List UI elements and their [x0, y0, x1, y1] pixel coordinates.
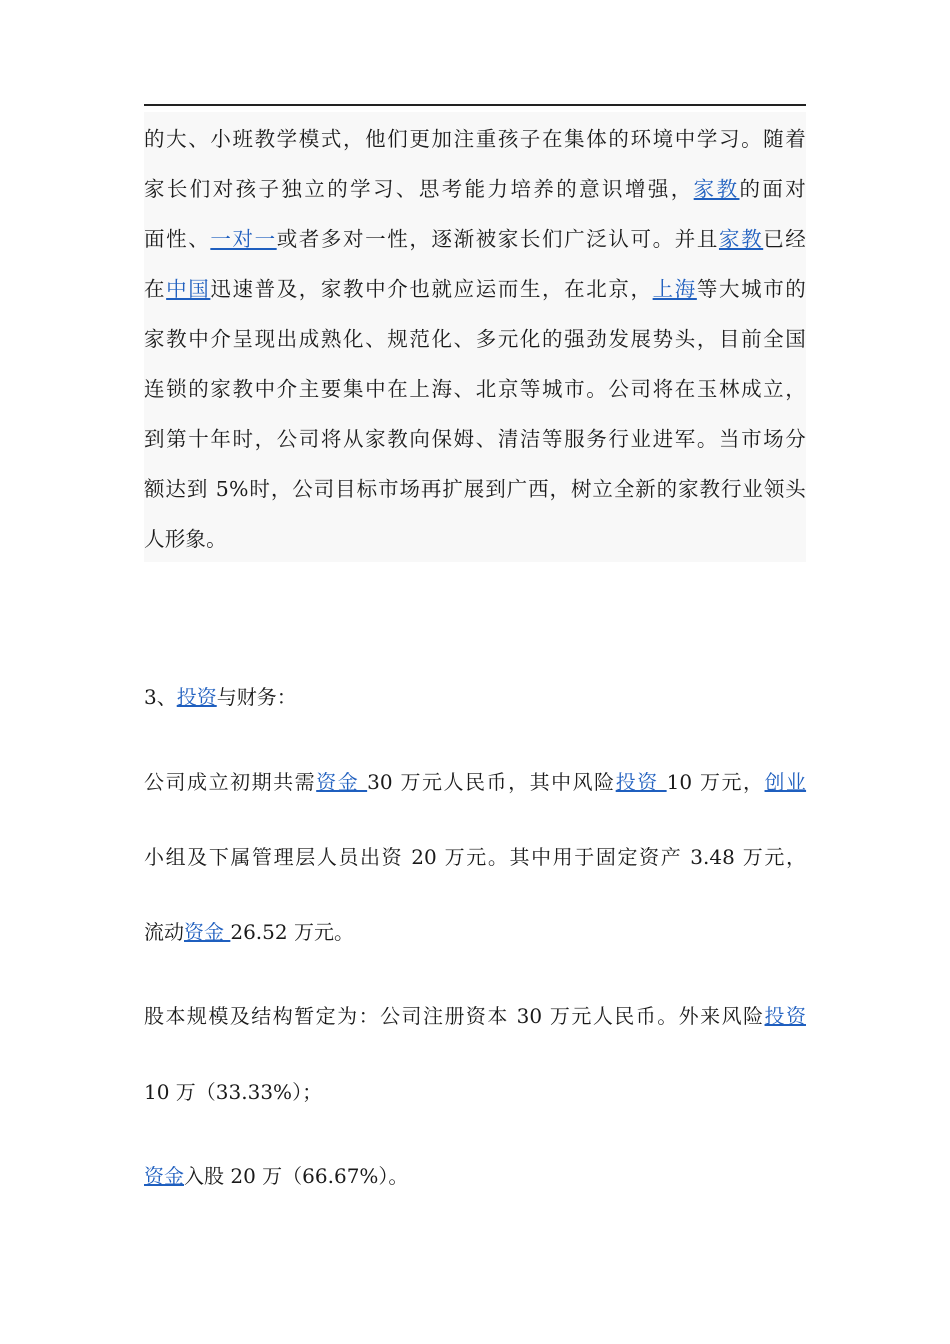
link-yiduiyi[interactable]: 一对一 [210, 227, 277, 251]
text-span: 26.52 万元。 [230, 920, 354, 944]
link-zijin[interactable]: 资金 [316, 770, 368, 794]
paragraph-line [144, 515, 806, 564]
link-zijin-2[interactable]: 资金 [184, 920, 231, 944]
text-span: 入股 20 万（66.67%）。 [184, 1164, 409, 1188]
link-zhongguo[interactable]: 中国 [166, 277, 211, 301]
text-span: 面性、 [144, 227, 211, 251]
text-span: 10 万元， [666, 770, 765, 794]
link-shanghai[interactable]: 上海 [652, 277, 697, 301]
text-span: 人形象。 [144, 527, 227, 551]
paragraph-line [144, 165, 806, 214]
link-chuangye[interactable]: 创业 [764, 770, 807, 794]
text-span: 股本规模及结构暂定为：公司注册资本 30 万元人民币。外来风险 [144, 1004, 765, 1028]
paragraph-line [144, 465, 806, 514]
link-jiajiao-2[interactable]: 家教 [718, 227, 764, 251]
link-touzi-heading[interactable]: 投资 [176, 685, 217, 709]
paragraph-line [144, 1001, 806, 1031]
link-zijin-3[interactable]: 资金 [144, 1164, 184, 1188]
text-span: 的大、小班教学模式，他们更加注重孩子在集体的环境中学习。随着 [144, 127, 806, 151]
text-span: 或者多对一性，逐渐被家长们广泛认可。并且 [276, 227, 719, 251]
paragraph-line [144, 115, 806, 164]
paragraph-line [144, 842, 806, 872]
text-span: 流动 [144, 920, 184, 944]
text-span: 的面对 [739, 177, 806, 201]
text-span: 小组及下属管理层人员出资 20 万元。其中用于固定资产 3.48 万元， [144, 845, 806, 869]
link-touzi[interactable]: 投资 [615, 770, 667, 794]
link-touzi-2[interactable]: 投资 [764, 1004, 806, 1028]
text-span: 10 万（33.33%）； [144, 1080, 323, 1104]
paragraph-line [144, 767, 806, 797]
text-span: 30 万元人民币，其中风险 [367, 770, 616, 794]
text-span: 等大城市的 [696, 277, 807, 301]
paragraph-line [144, 1077, 806, 1107]
paragraph-line [144, 365, 806, 414]
header-rule [144, 104, 806, 106]
text-span: 在 [144, 277, 167, 301]
paragraph-line [144, 215, 806, 264]
paragraph-line [144, 265, 806, 314]
text-span: 迅速普及，家教中介也就应运而生，在北京， [210, 277, 653, 301]
section-heading [144, 682, 806, 712]
paragraph-line [144, 1161, 806, 1191]
paragraph-line [144, 917, 806, 947]
text-span: 家长们对孩子独立的学习、思考能力培养的意识增强， [144, 177, 694, 201]
text-span: 连锁的家教中介主要集中在上海、北京等城市。公司将在玉林成立， [144, 377, 806, 401]
link-jiajiao[interactable]: 家教 [693, 177, 740, 201]
heading-number: 3、 [144, 685, 177, 709]
heading-text: 与财务： [216, 685, 297, 709]
text-span: 公司成立初期共需 [144, 770, 317, 794]
text-span: 额达到 5%时，公司目标市场再扩展到广西，树立全新的家教行业领头 [144, 477, 806, 501]
text-span: 家教中介呈现出成熟化、规范化、多元化的强劲发展势头，目前全国 [144, 327, 806, 351]
paragraph-line [144, 415, 806, 464]
text-span: 已经 [763, 227, 807, 251]
text-span: 到第十年时，公司将从家教向保姆、清洁等服务行业进军。当市场分 [144, 427, 806, 451]
paragraph-line [144, 315, 806, 364]
